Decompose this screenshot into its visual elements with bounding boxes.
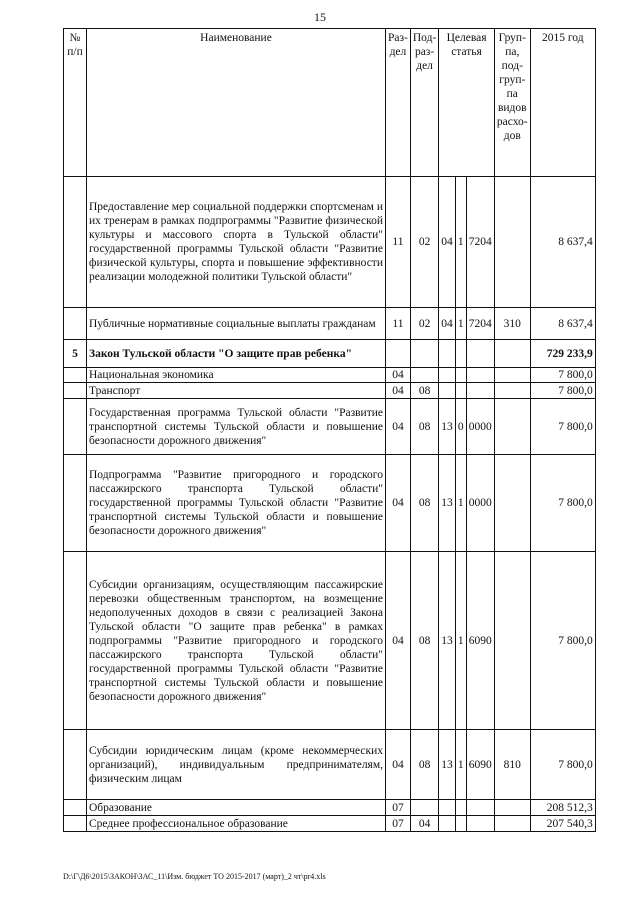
- cell-amount: 7 800,0: [530, 383, 595, 399]
- cell-t2: [455, 340, 466, 368]
- cell-t3: 7204: [466, 308, 494, 340]
- cell-num: [64, 399, 87, 455]
- cell-amount: 7 800,0: [530, 552, 595, 730]
- cell-rz: 11: [386, 177, 411, 308]
- table-row: [64, 552, 596, 730]
- cell-rz: 11: [386, 308, 411, 340]
- cell-pr: [410, 368, 438, 383]
- cell-t1: [439, 368, 456, 383]
- cell-t1: [439, 800, 456, 816]
- cell-name: Субсидии организациям, осуществляющим пассажирские перевозки общественным транспортом, на возмещение недополученных доходов в связи с реализацией Закона Тульской области "О защите прав ребенка" в рамках подпрограммы "Развитие пригородного и городского пассажирского транспорта Тульской области" государственной программы Тульской области "Развитие транспортной системы Тульской области и повышение безопасности дорожного движения": [87, 552, 386, 730]
- cell-rz: 04: [386, 552, 411, 730]
- cell-name: Образование: [87, 800, 386, 816]
- cell-t3: 7204: [466, 177, 494, 308]
- cell-pr: 08: [410, 383, 438, 399]
- cell-t1: 04: [439, 177, 456, 308]
- cell-vr: [494, 800, 530, 816]
- cell-name: Государственная программа Тульской области "Развитие транспортной системы Тульской области и повышение безопасности дорожного движения": [87, 399, 386, 455]
- cell-pr: 08: [410, 455, 438, 552]
- cell-vr: [494, 552, 530, 730]
- cell-num: [64, 552, 87, 730]
- cell-rz: 04: [386, 455, 411, 552]
- cell-t2: 1: [455, 455, 466, 552]
- cell-vr: 810: [494, 730, 530, 800]
- cell-t2: [455, 800, 466, 816]
- cell-vr: [494, 340, 530, 368]
- header-num: № п/п: [64, 29, 87, 177]
- cell-rz: 07: [386, 816, 411, 832]
- cell-amount: 208 512,3: [530, 800, 595, 816]
- header-year: 2015 год: [530, 29, 595, 177]
- cell-num: 5: [64, 340, 87, 368]
- cell-name: Национальная экономика: [87, 368, 386, 383]
- cell-t1: [439, 340, 456, 368]
- cell-name: Среднее профессиональное образование: [87, 816, 386, 832]
- cell-num: [64, 730, 87, 800]
- cell-amount: 7 800,0: [530, 455, 595, 552]
- cell-num: [64, 177, 87, 308]
- cell-rz: 04: [386, 368, 411, 383]
- cell-amount: 729 233,9: [530, 340, 595, 368]
- header-section: Раз-дел: [386, 29, 411, 177]
- cell-pr: 08: [410, 399, 438, 455]
- cell-rz: 04: [386, 383, 411, 399]
- budget-table: [63, 28, 596, 832]
- file-path-footer: D:\Г\Д6\2015\ЗАКОН\ЗАС_11\Изм. бюджет ТО 2015-2017 (март)_2 чт\pr4.xls: [63, 872, 326, 881]
- cell-name: Публичные нормативные социальные выплаты гражданам: [87, 308, 386, 340]
- cell-vr: [494, 399, 530, 455]
- table-row: [64, 308, 596, 340]
- cell-t2: 1: [455, 177, 466, 308]
- cell-amount: 7 800,0: [530, 399, 595, 455]
- cell-vr: [494, 816, 530, 832]
- cell-rz: 04: [386, 399, 411, 455]
- cell-t3: [466, 383, 494, 399]
- cell-name: Предоставление мер социальной поддержки спортсменам и их тренерам в рамках подпрограммы "Развитие физической культуры и массового спорта в Тульской области" государственной программы Тульской области "Развитие физической культуры, спорта и повышение эффективности реализации молодежной политики Тульской области": [87, 177, 386, 308]
- cell-vr: [494, 368, 530, 383]
- cell-t2: 0: [455, 399, 466, 455]
- cell-t2: 1: [455, 308, 466, 340]
- header-target: Целевая статья: [439, 29, 495, 177]
- cell-amount: 207 540,3: [530, 816, 595, 832]
- cell-pr: 02: [410, 177, 438, 308]
- cell-name: Транспорт: [87, 383, 386, 399]
- table-row: [64, 816, 596, 832]
- cell-t1: [439, 383, 456, 399]
- cell-pr: [410, 340, 438, 368]
- page-number: 15: [314, 10, 326, 24]
- cell-name: Субсидии юридическим лицам (кроме некоммерческих организаций), индивидуальным предпринимателям, физическим лицам: [87, 730, 386, 800]
- cell-num: [64, 368, 87, 383]
- header-name: Наименование: [87, 29, 386, 177]
- cell-t3: [466, 816, 494, 832]
- cell-rz: 04: [386, 730, 411, 800]
- cell-amount: 8 637,4: [530, 308, 595, 340]
- cell-pr: 08: [410, 730, 438, 800]
- cell-t3: [466, 800, 494, 816]
- cell-num: [64, 308, 87, 340]
- cell-pr: 02: [410, 308, 438, 340]
- cell-pr: 08: [410, 552, 438, 730]
- cell-rz: 07: [386, 800, 411, 816]
- cell-amount: 8 637,4: [530, 177, 595, 308]
- cell-t2: [455, 816, 466, 832]
- cell-t2: [455, 383, 466, 399]
- cell-t2: 1: [455, 552, 466, 730]
- cell-num: [64, 383, 87, 399]
- cell-t1: 13: [439, 399, 456, 455]
- table-row: [64, 399, 596, 455]
- cell-t3: 0000: [466, 455, 494, 552]
- cell-t3: 0000: [466, 399, 494, 455]
- cell-num: [64, 816, 87, 832]
- cell-t1: 13: [439, 730, 456, 800]
- cell-name: Закон Тульской области "О защите прав ребенка": [87, 340, 386, 368]
- cell-pr: [410, 800, 438, 816]
- table-row: [64, 383, 596, 399]
- cell-vr: [494, 455, 530, 552]
- table-row: [64, 455, 596, 552]
- cell-t1: 13: [439, 455, 456, 552]
- header-subsection: Под-раз-дел: [410, 29, 438, 177]
- cell-vr: [494, 177, 530, 308]
- cell-vr: 310: [494, 308, 530, 340]
- cell-rz: [386, 340, 411, 368]
- cell-pr: 04: [410, 816, 438, 832]
- cell-name: Подпрограмма "Развитие пригородного и городского пассажирского транспорта Тульской области" государственной программы Тульской области "Развитие транспортной системы Тульской области и повышение безопасности дорожного движения": [87, 455, 386, 552]
- cell-t1: 13: [439, 552, 456, 730]
- cell-t3: [466, 368, 494, 383]
- cell-t3: [466, 340, 494, 368]
- cell-t1: 04: [439, 308, 456, 340]
- cell-t1: [439, 816, 456, 832]
- table-row: [64, 800, 596, 816]
- cell-amount: 7 800,0: [530, 730, 595, 800]
- table-row: [64, 177, 596, 308]
- cell-t3: 6090: [466, 730, 494, 800]
- table-row: [64, 730, 596, 800]
- cell-vr: [494, 383, 530, 399]
- header-group: Груп-па, под-груп-па видов расхо-дов: [494, 29, 530, 177]
- cell-t3: 6090: [466, 552, 494, 730]
- header-row: [64, 29, 596, 177]
- cell-amount: 7 800,0: [530, 368, 595, 383]
- cell-num: [64, 455, 87, 552]
- cell-num: [64, 800, 87, 816]
- table-row: [64, 340, 596, 368]
- table-row: [64, 368, 596, 383]
- cell-t2: 1: [455, 730, 466, 800]
- cell-t2: [455, 368, 466, 383]
